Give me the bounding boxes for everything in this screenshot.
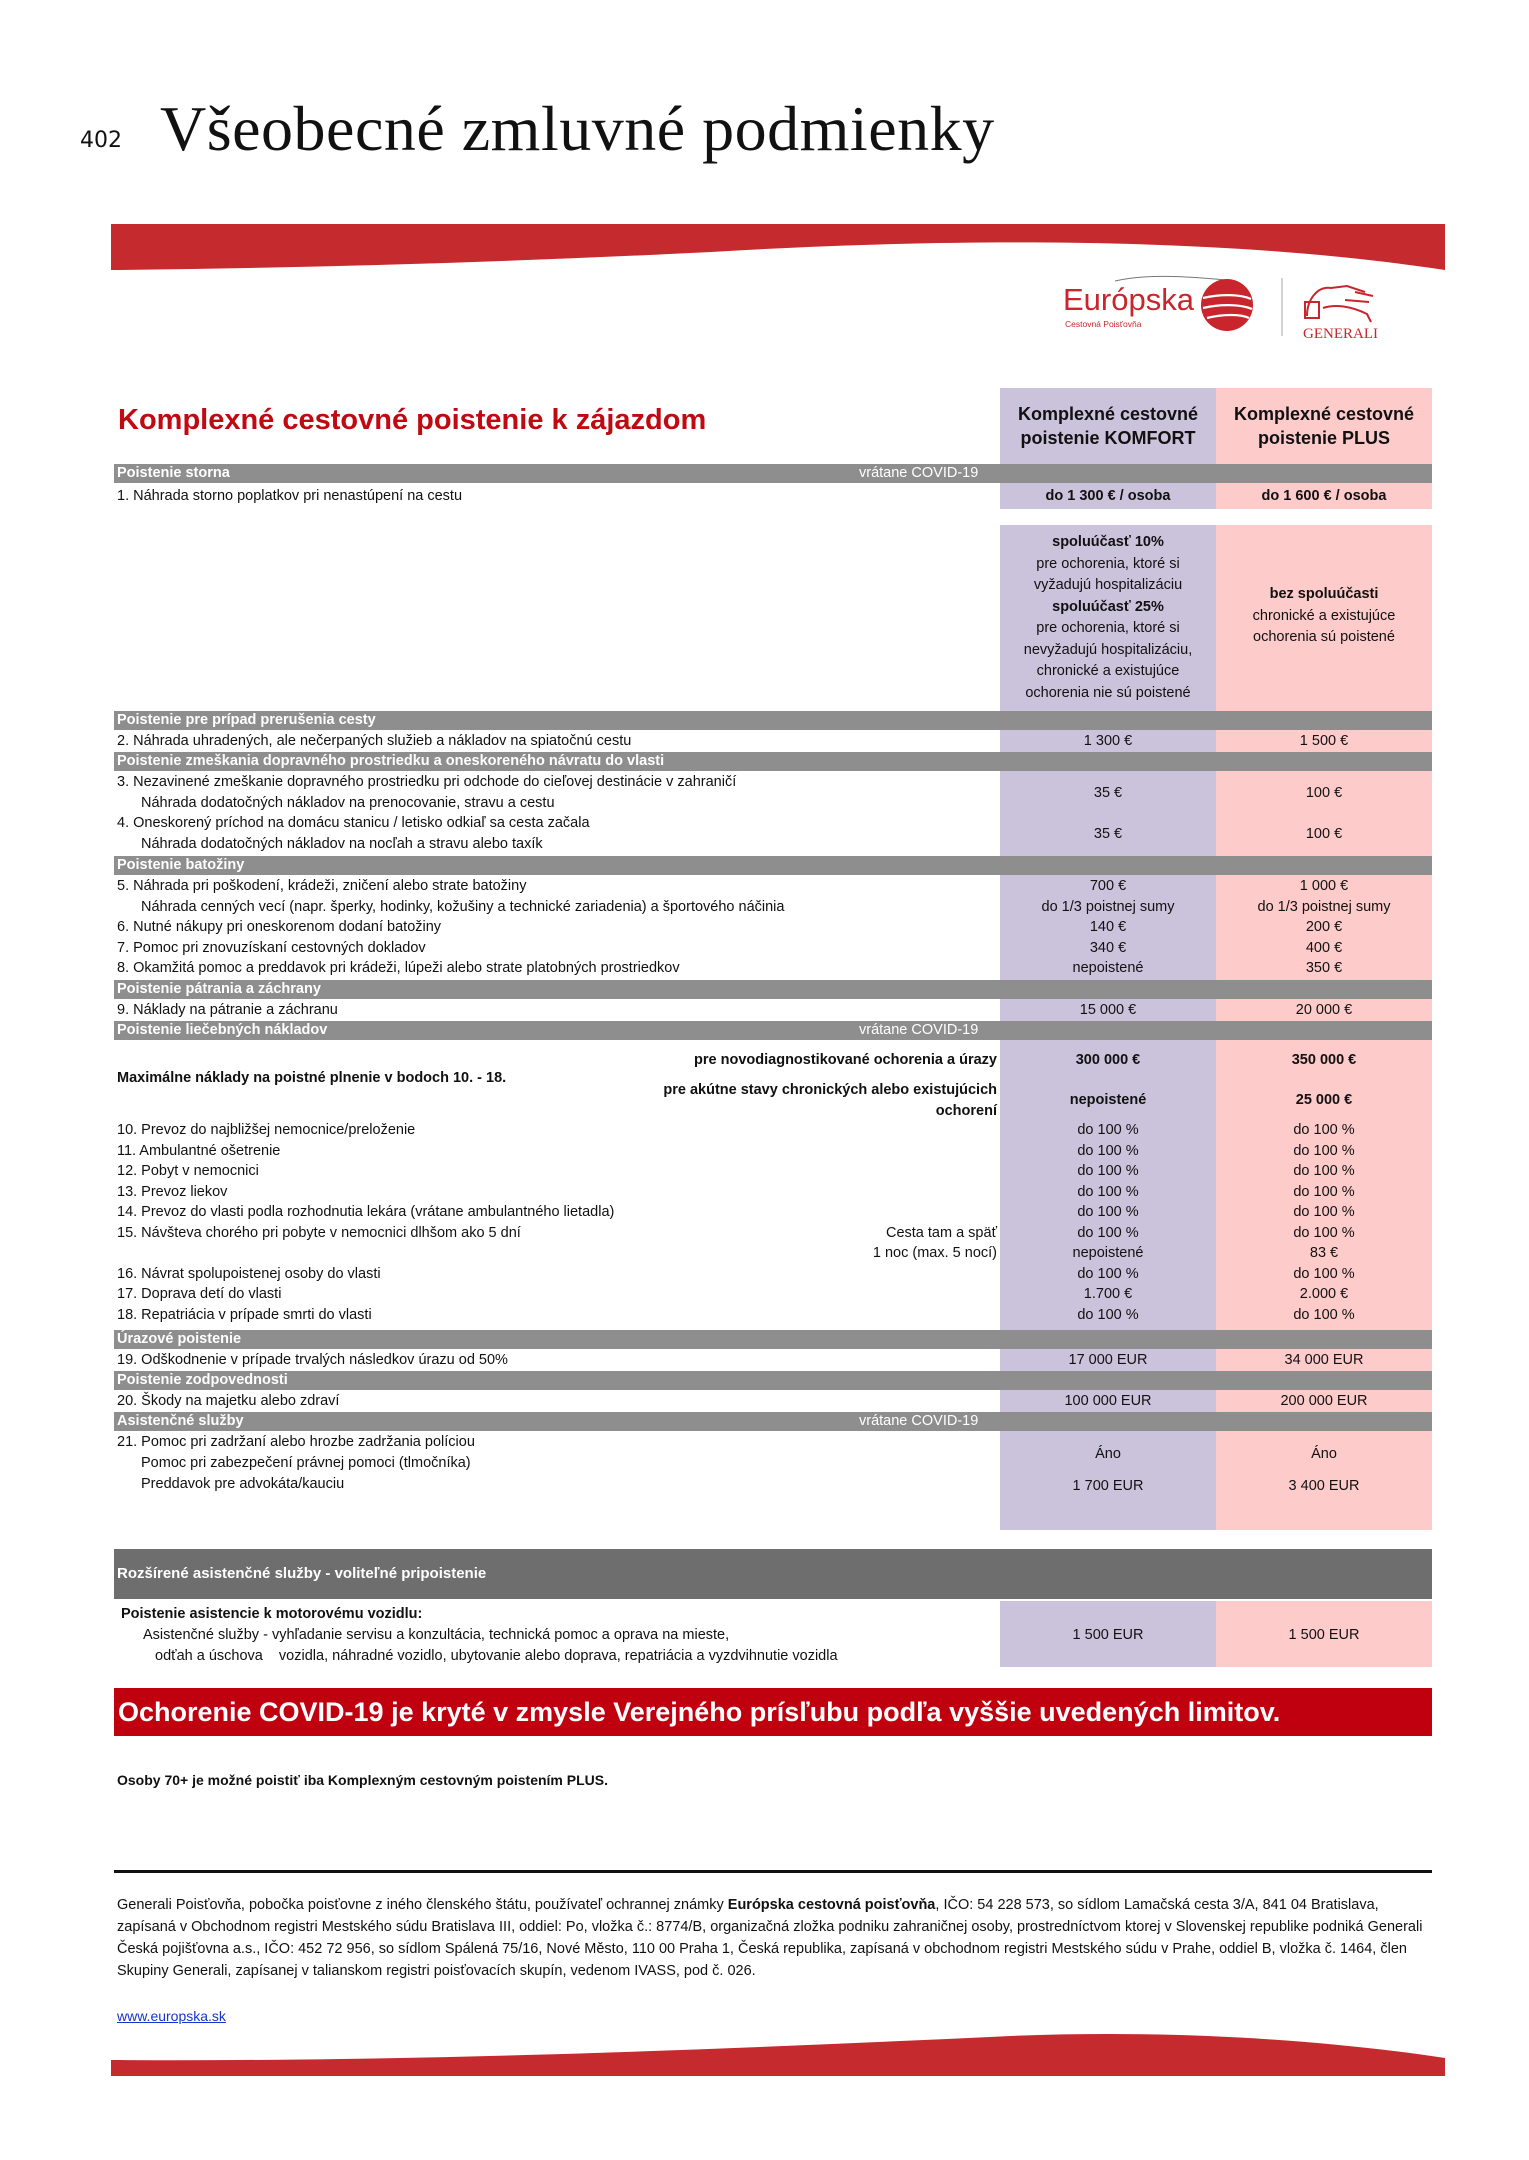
item-2-plus: 1 500 € <box>1299 733 1349 749</box>
item-21c-plus: 3 400 EUR <box>1288 1478 1360 1494</box>
item-5-komfort: 700 € <box>1089 878 1127 894</box>
medical-chronic-komfort: nepoistené <box>1069 1092 1147 1108</box>
medical-max-label: Maximálne náklady na poistné plnenie v bodoch 10. - 18. <box>117 1070 507 1086</box>
medical-item-komfort: do 100 % <box>1077 1306 1139 1323</box>
medical-item-label: 12. Pobyt v nemocnici <box>117 1163 259 1179</box>
item-3-label: 3. Nezavinené zmeškanie dopravného prostriedku pri odchode do cieľovej destinácie v zahraničí <box>117 774 737 790</box>
age-note: Osoby 70+ je možné poistiť iba Komplexným cestovným poistením PLUS. <box>117 1772 608 1788</box>
europska-generali-logo <box>1055 272 1385 344</box>
item-4-plus: 100 € <box>1305 826 1343 842</box>
logo-brand-text: Európska <box>1063 282 1194 317</box>
medical-item-label: 17. Doprava detí do vlasti <box>117 1286 282 1302</box>
term-line: bez spoluúčasti <box>1269 586 1379 602</box>
item-4-label: 4. Oneskorený príchod na domácu stanicu / letisko odkiaľ sa cesta začala <box>117 815 590 831</box>
section-band-label: Poistenie zodpovednosti <box>117 1372 288 1388</box>
medical-item-komfort: do 100 % <box>1077 1204 1139 1220</box>
medical-item-plus: do 100 % <box>1293 1265 1355 1282</box>
footer-divider <box>114 1870 1432 1873</box>
medical-item-komfort: 1.700 € <box>1083 1286 1133 1302</box>
item-9-label: 9. Náklady na pátranie a záchranu <box>117 1002 338 1018</box>
term-line: vyžadujú hospitalizáciu <box>1033 577 1183 593</box>
term-line: chronické a existujúce <box>1036 663 1180 679</box>
term-line: nevyžadujú hospitalizáciu, <box>1023 641 1193 658</box>
section-band-label: Asistenčné služby <box>117 1413 244 1429</box>
term-line: ochorenia nie sú poistené <box>1025 684 1191 701</box>
item-5-label: 5. Náhrada pri poškodení, krádeži, zničení alebo strate batožiny <box>117 878 527 894</box>
legal-text-before: Generali Poisťovňa, pobočka poisťovne z iného členského štátu, používateľ ochrannej známky <box>117 1897 728 1913</box>
item-20-label: 20. Škody na majetku alebo zdraví <box>117 1393 340 1409</box>
medical-item-plus: do 100 % <box>1293 1183 1355 1200</box>
medical-item-note: Cesta tam a späť <box>885 1224 997 1241</box>
extended-services-band: Rozšírené asistenčné služby - voliteľné pripoistenie <box>114 1549 1432 1599</box>
medical-item-label: 11. Ambulantné ošetrenie <box>117 1142 281 1159</box>
medical-item-plus: do 100 % <box>1293 1142 1355 1159</box>
extended-line-2: odťah a úschova vozidla, náhradné vozidlo, ubytovanie alebo doprava, repatriácia a vyzdvihnutie vozidla <box>155 1648 838 1664</box>
term-line: pre ochorenia, ktoré si <box>1036 620 1180 636</box>
item-21-sub-label: Pomoc pri zabezpečení právnej pomoci (tlmočníka) <box>141 1455 471 1471</box>
term-line: ochorenia sú poistené <box>1253 629 1395 645</box>
section-band-missed <box>114 752 1432 771</box>
item-5-plus: 1 000 € <box>1299 878 1349 894</box>
item-1-label: 1. Náhrada storno poplatkov pri nenastúpení na cestu <box>117 488 463 504</box>
item-5-sub-komfort: do 1/3 poistnej sumy <box>1041 898 1175 915</box>
medical-item-plus: do 100 % <box>1293 1224 1355 1241</box>
logo-subtitle-text: Cestovná Poisťovňa <box>1065 319 1142 329</box>
medical-item-komfort: nepoistené <box>1072 1245 1144 1261</box>
section-band-label: Poistenie storna <box>117 465 230 481</box>
section-band-accident <box>114 1330 1432 1349</box>
medical-item-label: 16. Návrat spolupoistenej osoby do vlasti <box>117 1265 381 1282</box>
medical-item-komfort: do 100 % <box>1077 1224 1139 1241</box>
extended-line-1: Asistenčné služby - vyhľadanie servisu a konzultácia, technická pomoc a oprava na mieste, <box>143 1627 730 1643</box>
medical-chronic-label-line: pre akútne stavy chronických alebo existujúcich <box>663 1082 997 1098</box>
extended-subtitle: Poistenie asistencie k motorovému vozidlu: <box>121 1606 423 1622</box>
extended-plus: 1 500 EUR <box>1288 1627 1360 1643</box>
legal-text <box>117 1894 1437 1982</box>
medical-item-plus: do 100 % <box>1293 1204 1355 1220</box>
bottom-wave-decoration <box>111 2030 1445 2076</box>
item-21-sub-label-2: Preddavok pre advokáta/kauciu <box>141 1476 345 1492</box>
plus-deductible-terms <box>1216 584 1432 649</box>
section-band-label: Poistenie pátrania a záchrany <box>117 981 321 997</box>
item-19-plus: 34 000 EUR <box>1284 1352 1364 1368</box>
medical-item-komfort: do 100 % <box>1077 1265 1139 1282</box>
section-band-label: Poistenie pre prípad prerušenia cesty <box>117 712 376 728</box>
section-band-rescue <box>114 980 1432 999</box>
medical-item-komfort: do 100 % <box>1077 1183 1139 1200</box>
section-band-label: Poistenie zmeškania dopravného prostriedku a oneskoreného návratu do vlasti <box>117 753 665 769</box>
medical-chronic-plus: 25 000 € <box>1295 1092 1353 1108</box>
legal-brand: Európska cestovná poisťovňa <box>727 1897 936 1913</box>
section-band-label: Poistenie liečebných nákladov <box>117 1022 328 1038</box>
medical-item-komfort: do 100 % <box>1077 1163 1139 1179</box>
item-4-sub-label: Náhrada dodatočných nákladov na nocľah a stravu alebo taxík <box>141 836 543 852</box>
item-19-label: 19. Odškodnenie v prípade trvalých následkov úrazu od 50% <box>117 1352 508 1368</box>
covid-note: vrátane COVID-19 <box>859 465 979 481</box>
item-21-label: 21. Pomoc pri zadržaní alebo hrozbe zadržania políciou <box>117 1434 475 1450</box>
item-21c-komfort: 1 700 EUR <box>1072 1478 1144 1494</box>
item-20-plus: 200 000 EUR <box>1280 1393 1368 1409</box>
item-21-komfort: Áno <box>1095 1446 1121 1462</box>
item-7-label: 7. Pomoc pri znovuzískaní cestovných dokladov <box>117 939 426 956</box>
medical-item-plus: 83 € <box>1309 1245 1339 1261</box>
item-7-komfort: 340 € <box>1089 939 1127 956</box>
page-number: 402 <box>80 128 122 153</box>
item-1-plus: do 1 600 € / osoba <box>1261 488 1387 504</box>
item-8-plus: 350 € <box>1305 960 1343 976</box>
item-21-plus: Áno <box>1311 1446 1337 1462</box>
section-band-liability <box>114 1371 1432 1390</box>
covid-note: vrátane COVID-19 <box>859 1413 979 1429</box>
item-6-label: 6. Nutné nákupy pri oneskorenom dodaní batožiny <box>117 919 442 935</box>
komfort-deductible-terms <box>1000 532 1216 704</box>
item-5-sub-plus: do 1/3 poistnej sumy <box>1257 898 1391 915</box>
item-8-komfort: nepoistené <box>1072 960 1144 976</box>
term-line: pre ochorenia, ktoré si <box>1036 555 1180 572</box>
item-5-sub-label: Náhrada cenných vecí (napr. šperky, hodinky, kožušiny a technické zariadenia) a športového náčinia <box>141 898 785 915</box>
medical-item-komfort: do 100 % <box>1077 1142 1139 1159</box>
legal-text-after: , IČO: 54 228 573, so sídlom Lamačská cesta 3/A, 841 04 Bratislava, zapísaná v Obchodnom registri Mestského súdu Bratislava III, oddiel: Po, vložka č.: 8774/B, organizačná zložka podniku zahraničnej osoby, prostredníctvom ktorej v Slovenskej republike podniká Generali Česká pojišťovna a.s., IČO: 452 72 956, so sídlom Spálená 75/16, Nové Město, 110 00 Praha 1, Česká republika, zapísaná v obchodnom registri Mestského súdu v Prahe, oddiel B, vložka č. 1464, člen Skupiny Generali, zapísanej v talianskom registri poisťovacích skupín, vedenom IVASS, pod č. 026. <box>117 1897 1423 1979</box>
generali-lion-icon <box>1305 286 1373 322</box>
section-band-label: Úrazové poistenie <box>117 1331 242 1347</box>
item-20-komfort: 100 000 EUR <box>1064 1393 1152 1409</box>
item-2-label: 2. Náhrada uhradených, ale nečerpaných služieb a nákladov na spiatočnú cestu <box>117 733 632 749</box>
term-line: spoluúčasť 10% <box>1052 534 1164 550</box>
top-wave-decoration <box>111 224 1445 274</box>
medical-item-note: 1 noc (max. 5 nocí) <box>872 1245 997 1261</box>
medical-new-label: pre novodiagnostikované ochorenia a úrazy <box>694 1052 997 1068</box>
section-band-medical <box>114 1021 1432 1040</box>
item-6-komfort: 140 € <box>1089 919 1127 935</box>
item-7-plus: 400 € <box>1305 939 1343 956</box>
medical-item-label: 18. Repatriácia v prípade smrti do vlasti <box>117 1306 372 1323</box>
section-band-assistance <box>114 1412 1432 1431</box>
item-9-komfort: 15 000 € <box>1079 1002 1137 1018</box>
logo-partner-text: GENERALI <box>1303 326 1378 342</box>
item-3-komfort: 35 € <box>1093 785 1123 801</box>
item-9-plus: 20 000 € <box>1295 1002 1353 1018</box>
medical-item-label: 15. Návšteva chorého pri pobyte v nemocnici dlhšom ako 5 dní <box>117 1224 521 1241</box>
section-title: Komplexné cestovné poistenie k zájazdom <box>118 404 707 436</box>
section-band-storno <box>114 464 1432 483</box>
item-1-komfort: do 1 300 € / osoba <box>1045 488 1171 504</box>
covid-banner: Ochorenie COVID-19 je kryté v zmysle Verejného prísľubu podľa vyššie uvedených limitov. <box>114 1688 1432 1736</box>
section-band-luggage <box>114 856 1432 875</box>
section-band-label: Poistenie batožiny <box>117 857 245 873</box>
item-6-plus: 200 € <box>1305 919 1343 935</box>
medical-item-plus: do 100 % <box>1293 1163 1355 1179</box>
item-19-komfort: 17 000 EUR <box>1068 1352 1148 1368</box>
item-3-plus: 100 € <box>1305 785 1343 801</box>
term-line: spoluúčasť 25% <box>1052 598 1164 615</box>
item-8-label: 8. Okamžitá pomoc a preddavok pri krádeži, lúpeži alebo strate platobných prostriedkov <box>117 960 680 976</box>
medical-item-label: 14. Prevoz do vlasti podla rozhodnutia lekára (vrátane ambulantného lietadla) <box>117 1204 615 1220</box>
plus-column-header: Komplexné cestovné poistenie PLUS <box>1233 404 1415 448</box>
term-line: chronické a existujúce <box>1252 607 1396 624</box>
medical-item-plus: do 100 % <box>1293 1306 1355 1323</box>
medical-new-plus: 350 000 € <box>1291 1052 1357 1068</box>
section-band-interruption <box>114 711 1432 730</box>
medical-chronic-label <box>500 1080 997 1121</box>
page-title: Všeobecné zmluvné podmienky <box>160 93 995 164</box>
medical-item-komfort: do 100 % <box>1077 1122 1139 1138</box>
medical-item-plus: do 100 % <box>1293 1122 1355 1138</box>
medical-new-komfort: 300 000 € <box>1075 1052 1141 1068</box>
covid-note: vrátane COVID-19 <box>859 1022 979 1038</box>
medical-item-label: 10. Prevoz do najbližšej nemocnice/preloženie <box>117 1122 416 1138</box>
item-3-sub-label: Náhrada dodatočných nákladov na prenocovanie, stravu a cestu <box>141 795 555 811</box>
extended-komfort: 1 500 EUR <box>1072 1627 1144 1643</box>
komfort-column-header: Komplexné cestovné poistenie KOMFORT <box>1017 404 1199 448</box>
website-link[interactable]: www.europska.sk <box>117 2008 226 2024</box>
medical-item-label: 13. Prevoz liekov <box>117 1183 228 1200</box>
medical-chronic-label-line: ochorení <box>935 1102 997 1119</box>
item-2-komfort: 1 300 € <box>1083 733 1133 749</box>
item-4-komfort: 35 € <box>1093 826 1123 842</box>
medical-item-plus: 2.000 € <box>1299 1286 1349 1302</box>
